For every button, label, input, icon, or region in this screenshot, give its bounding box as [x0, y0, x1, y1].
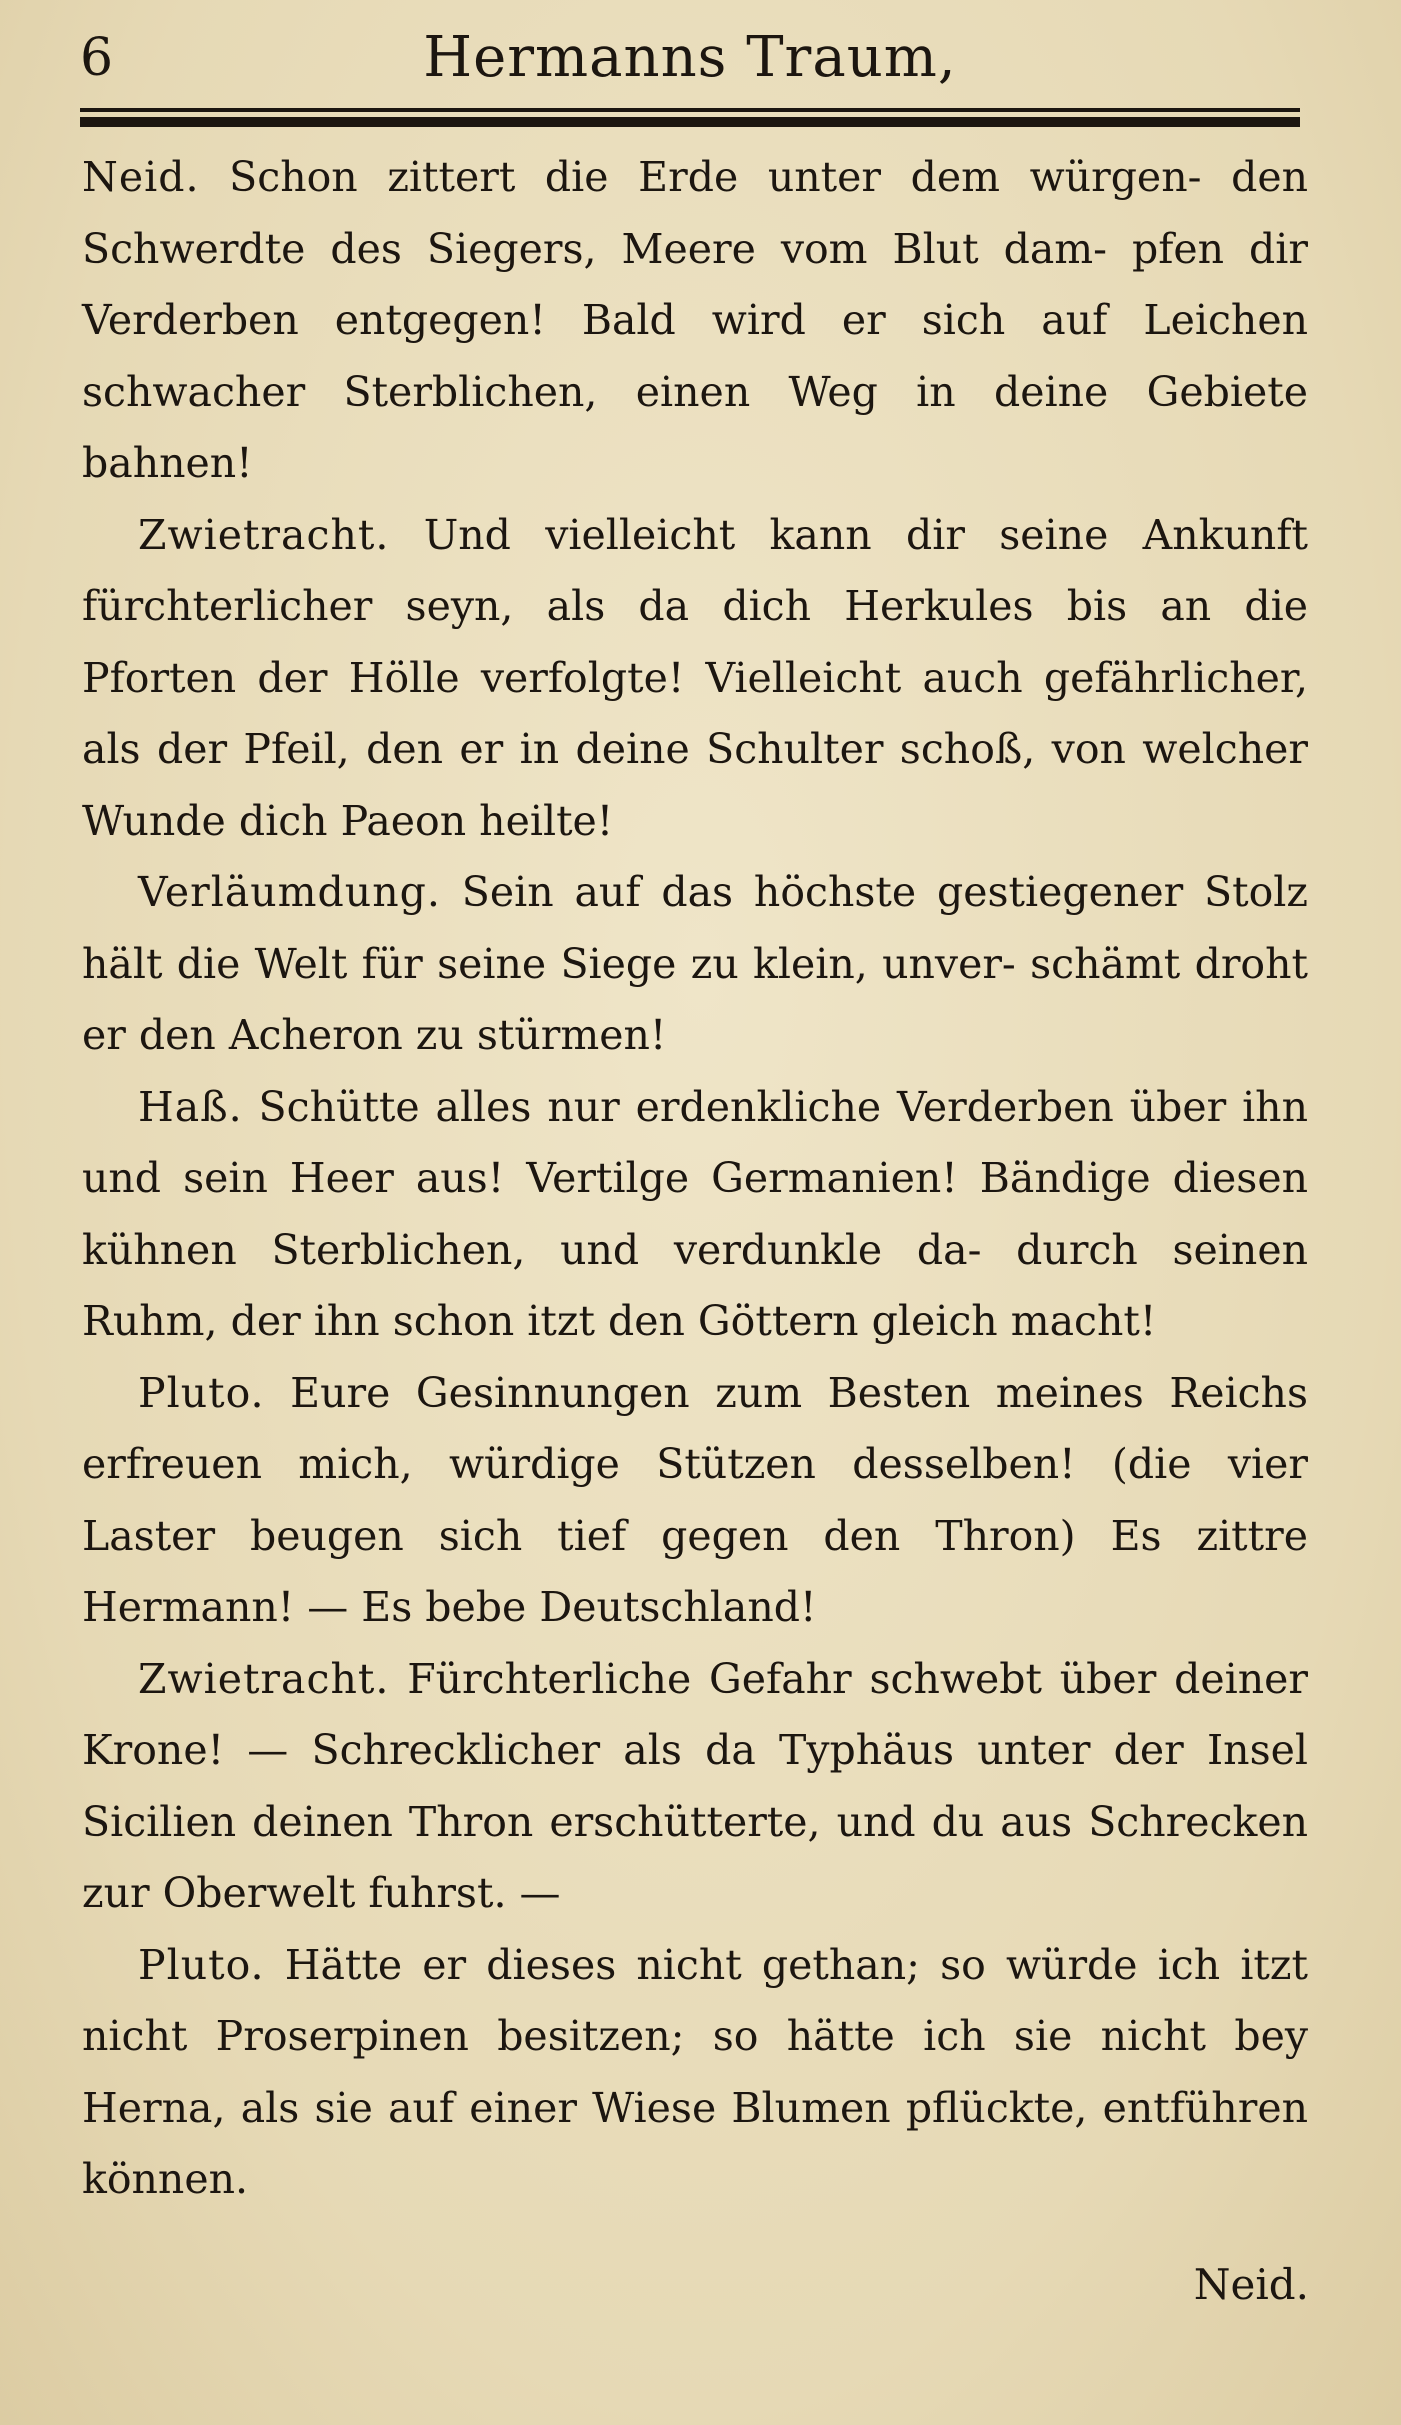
header-rule-thin: [80, 108, 1300, 112]
speech-pluto-2: [82, 1930, 1308, 2216]
speech-zwietracht-2: [82, 1644, 1308, 1930]
speech-verlaeumdung: [82, 857, 1308, 1072]
speech-text: Schütte alles nur erdenkliche Verderben über ihn und sein Heer aus! Vertilge Germanien! Bändige diesen kühnen Sterblichen, und verdunkle da- durch seinen Ruhm, der ihn schon itzt den Göttern gleich macht!: [82, 1082, 1308, 1345]
speech-pluto: [82, 1358, 1308, 1644]
speech-neid: [82, 142, 1308, 500]
speech-text: Hätte er dieses nicht gethan; so würde ich itzt nicht Proserpinen besitzen; so hätte ich sie nicht bey Herna, als sie auf einer Wiese Blumen pflückte, entführen können.: [82, 1940, 1308, 2203]
speaker-name: Neid.: [82, 153, 200, 201]
speech-hass: [82, 1072, 1308, 1358]
speaker-name: Zwietracht.: [138, 1654, 390, 1703]
speaker-name: Pluto.: [138, 1368, 265, 1417]
speaker-name: Zwietracht.: [138, 510, 390, 559]
speaker-name: Verläumdung.: [138, 868, 441, 916]
speech-text: Und vielleicht kann dir seine Ankunft fürchterlicher seyn, als da dich Herkules bis an die Pforten der Hölle verfolgte! Vielleicht auch gefährlicher, als der Pfeil, den er in deine Schulter schoß, von welcher Wunde dich Paeon heilte!: [82, 510, 1308, 845]
running-title: Hermanns Traum,: [423, 25, 957, 90]
speech-text: Fürchterliche Gefahr schwebt über deiner Krone! — Schrecklicher als da Typhäus unter der Insel Sicilien deinen Thron erschütterte, und du aus Schrecken zur Oberwelt fuhrst. —: [82, 1654, 1308, 1917]
speech-zwietracht: [82, 500, 1308, 858]
speech-text: Eure Gesinnungen zum Besten meines Reichs erfreuen mich, würdige Stützen desselben! (die vier Laster beugen sich tief gegen den Thron) Es zittre Hermann! — Es bebe Deutschland!: [82, 1368, 1308, 1631]
speech-text: Sein auf das höchste gestiegener Stolz hält die Welt für seine Siege zu klein, unver- schämt droht er den Acheron zu stürmen!: [82, 868, 1308, 1059]
speaker-name: Haß.: [138, 1082, 243, 1131]
page-header: [80, 20, 1300, 90]
page-body: [82, 142, 1308, 2216]
catchword: Neid.: [1193, 2260, 1309, 2309]
header-rule-thick: [80, 117, 1300, 127]
speech-text: Schon zittert die Erde unter dem würgen- den Schwerdte des Siegers, Meere vom Blut dam- pfen dir Verderben entgegen! Bald wird er sich auf Leichen schwacher Sterblichen, einen Weg in deine Gebiete bahnen!: [82, 153, 1308, 487]
speaker-name: Pluto.: [138, 1940, 265, 1989]
header-rule: [80, 108, 1300, 130]
page-number: 6: [80, 28, 114, 88]
